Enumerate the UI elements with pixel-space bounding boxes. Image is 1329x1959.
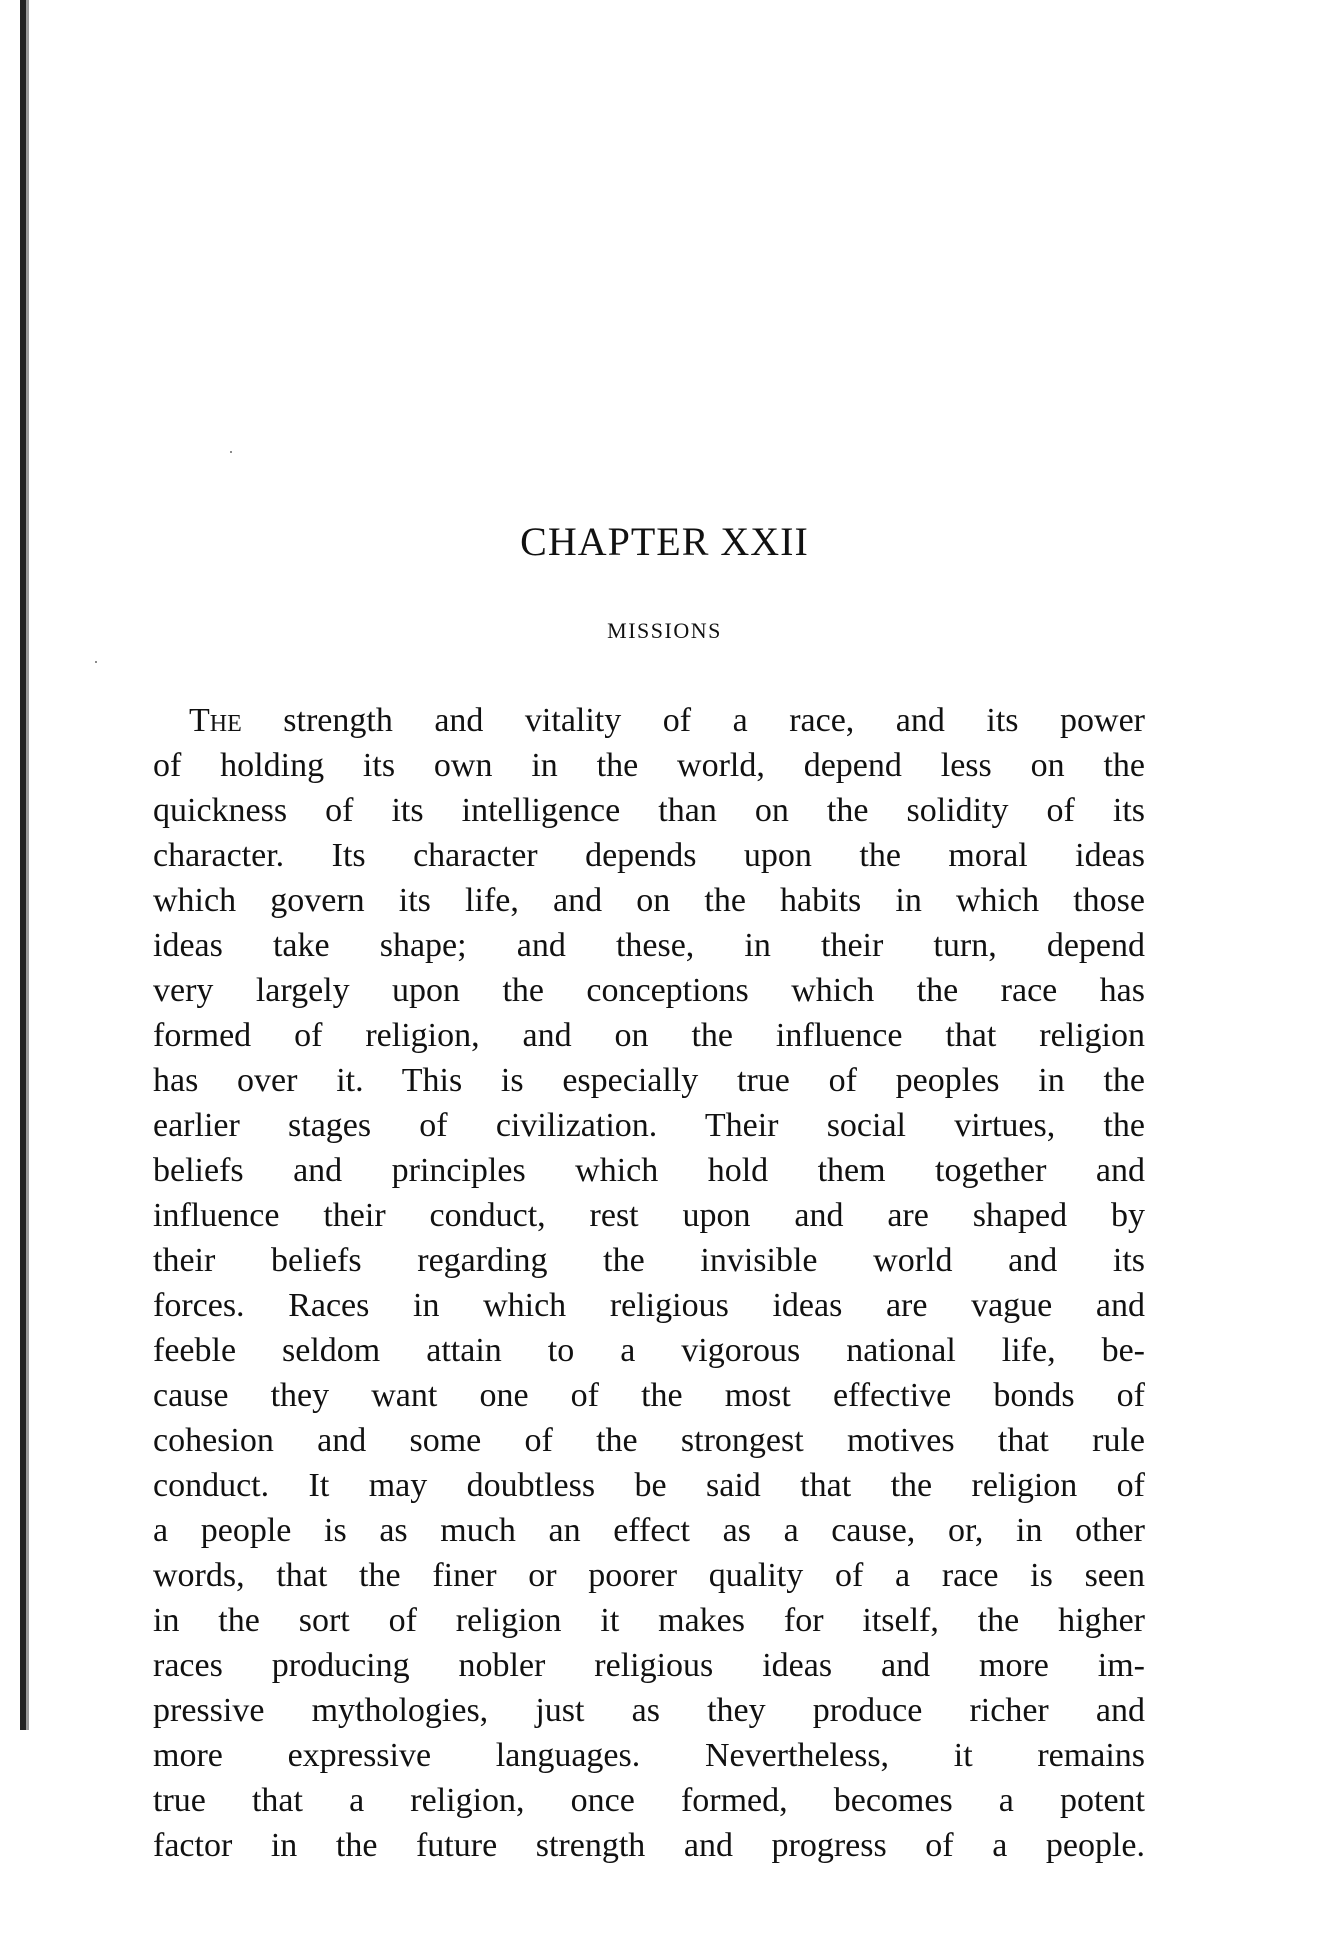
print-speck [230,451,232,453]
body-line: races producing nobler religious ideas and more im- [153,1647,1145,1684]
body-line: ideas take shape; and these, in their turn, depend [153,927,1145,964]
body-line: earlier stages of civilization. Their social virtues, the [153,1107,1145,1144]
body-line: conduct. It may doubtless be said that the religion of [153,1467,1145,1504]
body-line: of holding its own in the world, depend less on the [153,747,1145,784]
body-line: formed of religion, and on the influence that religion [153,1017,1145,1054]
body-line: quickness of its intelligence than on the solidity of its [153,792,1145,829]
chapter-subtitle: MISSIONS [607,618,722,643]
body-line: factor in the future strength and progress of a people. [153,1827,1145,1864]
body-line: words, that the finer or poorer quality of a race is seen [153,1557,1145,1594]
body-line: cause they want one of the most effective bonds of [153,1377,1145,1414]
body-line: forces. Races in which religious ideas are vague and [153,1287,1145,1324]
body-line-text: strength and vitality of a race, and its power [241,702,1145,739]
body-line: true that a religion, once formed, becomes a potent [153,1782,1145,1819]
body-line: a people is as much an effect as a cause, or, in other [153,1512,1145,1549]
body-line: feeble seldom attain to a vigorous national life, be- [153,1332,1145,1369]
body-line: very largely upon the conceptions which the race has [153,972,1145,1009]
body-line: has over it. This is especially true of peoples in the [153,1062,1145,1099]
body-line: more expressive languages. Nevertheless, it remains [153,1737,1145,1774]
body-line: pressive mythologies, just as they produce richer and [153,1692,1145,1729]
body-line: their beliefs regarding the invisible world and its [153,1242,1145,1279]
body-line: which govern its life, and on the habits in which those [153,882,1145,919]
chapter-title: CHAPTER XXII [520,519,809,564]
body-line: in the sort of religion it makes for itself, the higher [153,1602,1145,1639]
body-line: influence their conduct, rest upon and are shaped by [153,1197,1145,1234]
print-speck [95,661,97,663]
body-line: character. Its character depends upon the moral ideas [153,837,1145,874]
body-line: cohesion and some of the strongest motives that rule [153,1422,1145,1459]
page-binding-shadow [26,0,29,1730]
drop-first-word: The [189,702,242,739]
body-line: beliefs and principles which hold them together and [153,1152,1145,1189]
body-line-1 [189,698,1145,743]
